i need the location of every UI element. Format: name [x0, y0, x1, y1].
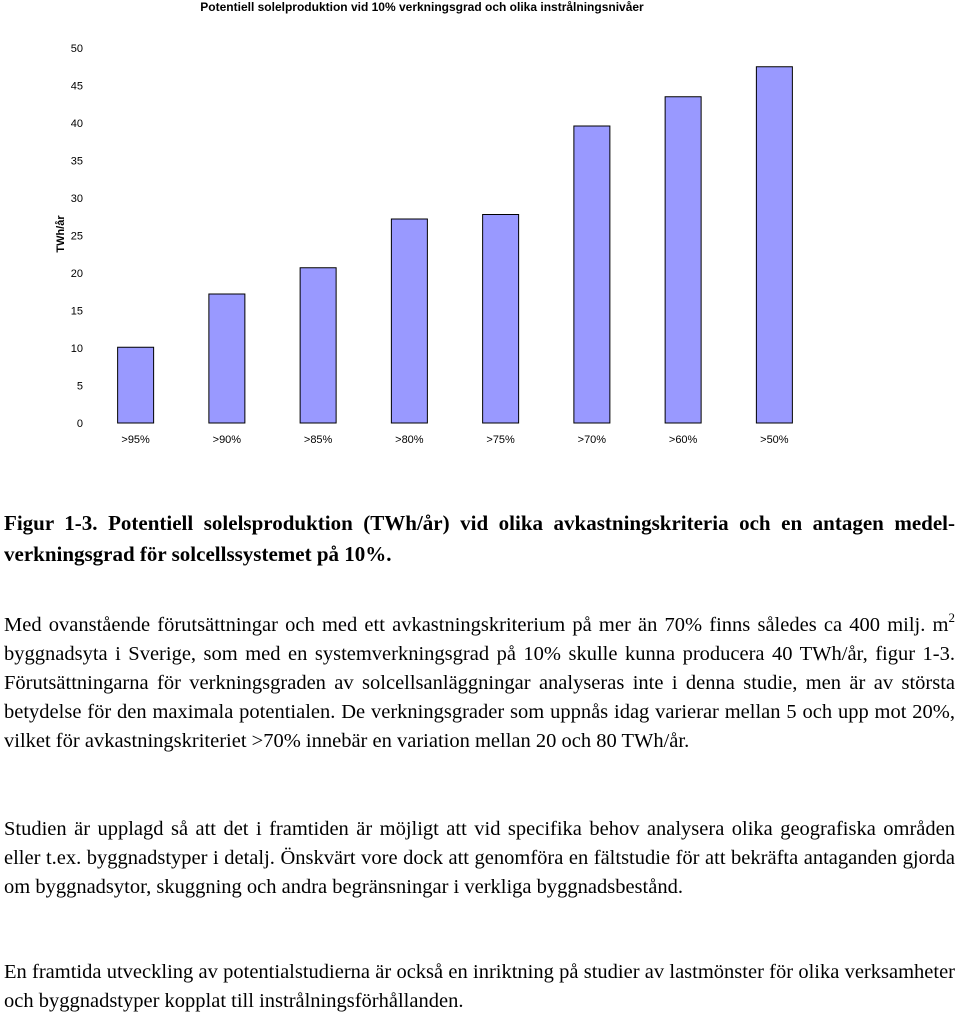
x-tick-label: >60%	[668, 434, 698, 446]
bar	[756, 67, 792, 423]
y-tick-label: 10	[70, 343, 83, 355]
paragraph-1-part-a: Med ovanstående förutsättningar och med ett avkastningskriterium på mer än 70% finns således ca 400 milj. m	[4, 614, 949, 636]
y-tick-label: 50	[70, 43, 83, 55]
x-tick-label: >80%	[395, 434, 424, 446]
bar	[391, 219, 427, 423]
bar-chart	[0, 0, 960, 470]
x-tick-label: >50%	[760, 434, 789, 446]
y-tick-label: 40	[70, 118, 83, 130]
paragraph-1	[4, 611, 955, 756]
y-tick-label: 5	[76, 380, 83, 393]
y-tick-label: 45	[70, 80, 83, 93]
bar	[483, 215, 519, 424]
figure-caption: Figur 1-3. Potentiell solelsproduktion (TWh/år) vid olika avkastningskriteria och en antagen medel-verkningsgrad för solcellssystemet på 10%.	[4, 511, 955, 566]
y-tick-label: 35	[70, 155, 83, 168]
x-tick-label: >90%	[212, 434, 242, 446]
x-tick-label: >70%	[577, 434, 607, 446]
bar	[118, 347, 154, 423]
x-tick-label: >85%	[303, 434, 333, 446]
y-axis-ticks	[71, 43, 83, 430]
y-tick-label: 15	[70, 305, 83, 318]
x-tick-label: >75%	[486, 434, 515, 446]
paragraph-3: En framtida utveckling av potentialstudierna är också en inriktning på studier av lastmönster för olika verksamheter och byggnadstyper kopplat till instrålningsförhållanden.	[4, 961, 955, 1012]
y-tick-label: 0	[76, 418, 83, 430]
x-axis-ticks	[121, 434, 788, 446]
y-axis-label: TWh/år	[55, 215, 67, 253]
bars	[118, 67, 793, 423]
paragraph-1-part-b: byggnadsyta i Sverige, som med en systemverkningsgrad på 10% skulle kunna producera 40 TWh/år, figur 1-3. Förutsättningarna för verkningsgraden av solcellsanläggningar analyseras inte i denna studie, men är av största betydelse för den maximala potentialen. De verkningsgrader som uppnås idag varierar mellan 5 och upp mot 20%, vilket för avkastningskriteriet >70% innebär en variation mellan 20 och 80 TWh/år.	[4, 643, 955, 752]
bar	[665, 97, 701, 423]
bar	[209, 294, 245, 423]
bar	[574, 126, 610, 423]
chart-title: Potentiell solelproduktion vid 10% verkningsgrad och olika instrålningsnivåer	[200, 0, 644, 14]
y-tick-label: 20	[70, 268, 83, 280]
paragraph-2: Studien är upplagd så att det i framtiden är möjligt att vid specifika behov analysera olika geografiska områden eller t.ex. byggnadstyper i detalj. Önskvärt vore dock att genomföra en fältstudie för att bekräfta antaganden gjorda om byggnadsytor, skuggning och andra begränsningar i verkliga byggnadsbestånd.	[4, 818, 955, 898]
bar	[300, 268, 336, 423]
x-tick-label: >95%	[121, 434, 150, 446]
superscript-2: 2	[948, 610, 955, 625]
y-tick-label: 30	[70, 193, 83, 205]
y-tick-label: 25	[70, 230, 83, 243]
